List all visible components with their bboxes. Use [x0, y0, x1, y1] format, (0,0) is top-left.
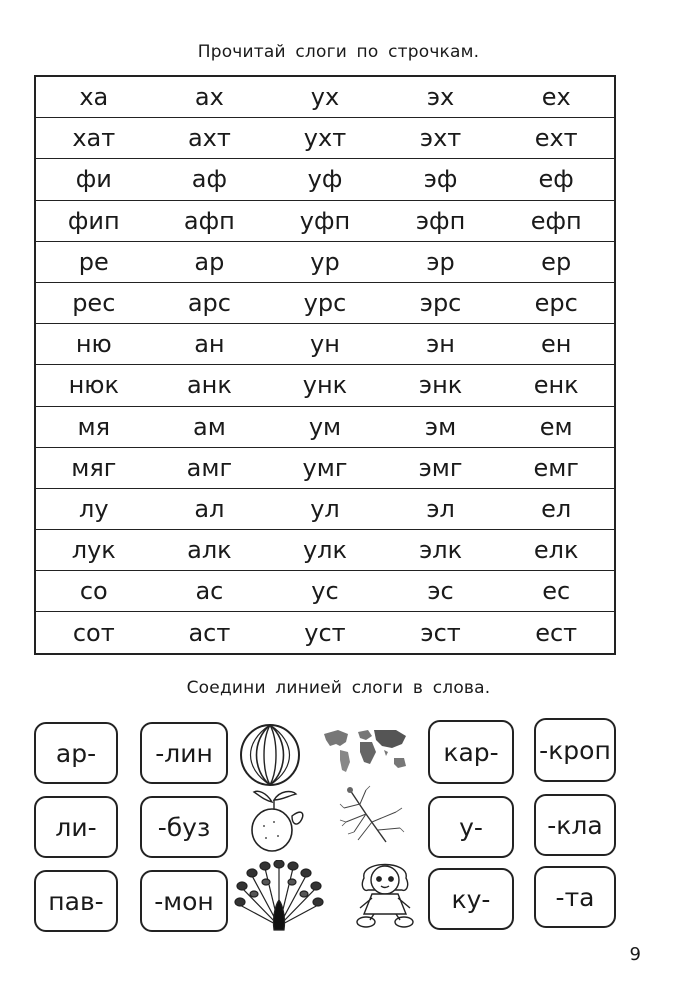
syllable-cell: урс: [267, 282, 383, 323]
watermelon-icon: [238, 722, 302, 788]
syllable-cell: хат: [35, 118, 152, 159]
syllable-row: [35, 571, 615, 612]
syllable-row: [35, 530, 615, 571]
syllable-card[interactable]: пав-: [34, 870, 118, 932]
syllable-cell: со: [35, 571, 152, 612]
syllable-cell: ух: [267, 76, 383, 118]
syllable-cell: ер: [498, 241, 615, 282]
syllable-cell: ах: [152, 76, 268, 118]
syllable-card[interactable]: -лин: [140, 722, 228, 784]
syllable-card[interactable]: -мон: [140, 870, 228, 932]
syllable-cell: ум: [267, 406, 383, 447]
syllable-cell: уфп: [267, 200, 383, 241]
syllable-cell: ха: [35, 76, 152, 118]
syllable-cell: ен: [498, 324, 615, 365]
syllable-cell: арс: [152, 282, 268, 323]
syllable-row: [35, 324, 615, 365]
syllable-row: [35, 241, 615, 282]
syllable-cell: ул: [267, 488, 383, 529]
syllable-cell: ел: [498, 488, 615, 529]
syllable-cell: эх: [383, 76, 499, 118]
syllable-row: [35, 612, 615, 654]
syllable-cell: энк: [383, 365, 499, 406]
syllable-cell: алк: [152, 530, 268, 571]
syllable-cell: эф: [383, 159, 499, 200]
syllable-cell: анк: [152, 365, 268, 406]
syllable-card[interactable]: -кроп: [534, 718, 616, 782]
syllable-cell: элк: [383, 530, 499, 571]
syllable-cell: ем: [498, 406, 615, 447]
syllable-cell: эхт: [383, 118, 499, 159]
instruction-read: Прочитай слоги по строчкам.: [197, 42, 480, 62]
syllable-cell: еф: [498, 159, 615, 200]
syllable-cell: ре: [35, 241, 152, 282]
syllable-cell: эн: [383, 324, 499, 365]
instruction-connect: Соедини линией слоги в слова.: [186, 678, 491, 698]
syllable-cell: афп: [152, 200, 268, 241]
syllable-cell: елк: [498, 530, 615, 571]
syllable-row: [35, 447, 615, 488]
syllable-card[interactable]: у-: [428, 796, 514, 858]
syllable-cell: нюк: [35, 365, 152, 406]
page-number: 9: [629, 944, 641, 965]
syllable-cell: сот: [35, 612, 152, 654]
syllable-cell: ас: [152, 571, 268, 612]
syllable-cell: эр: [383, 241, 499, 282]
syllable-cell: рес: [35, 282, 152, 323]
syllable-cell: эфп: [383, 200, 499, 241]
syllable-row: [35, 406, 615, 447]
syllable-cell: ефп: [498, 200, 615, 241]
doll-icon: [352, 852, 418, 932]
syllable-cell: енк: [498, 365, 615, 406]
syllable-cell: ун: [267, 324, 383, 365]
syllable-card[interactable]: ку-: [428, 868, 514, 930]
syllable-cell: лу: [35, 488, 152, 529]
syllable-cell: фип: [35, 200, 152, 241]
syllable-card[interactable]: ар-: [34, 722, 118, 784]
syllable-cell: ам: [152, 406, 268, 447]
syllable-card[interactable]: -та: [534, 866, 616, 928]
syllable-row: [35, 200, 615, 241]
syllable-cell: ес: [498, 571, 615, 612]
syllable-cell: ан: [152, 324, 268, 365]
syllable-cell: уф: [267, 159, 383, 200]
syllable-cell: амг: [152, 447, 268, 488]
syllable-cell: ест: [498, 612, 615, 654]
lemon-icon: [244, 786, 314, 856]
syllable-cell: ахт: [152, 118, 268, 159]
syllable-cell: ехт: [498, 118, 615, 159]
syllable-cell: лук: [35, 530, 152, 571]
syllable-cell: емг: [498, 447, 615, 488]
syllable-cell: умг: [267, 447, 383, 488]
syllable-cell: ех: [498, 76, 615, 118]
syllable-cell: аф: [152, 159, 268, 200]
syllable-row: [35, 365, 615, 406]
syllable-table: [34, 75, 616, 655]
syllable-card[interactable]: -кла: [534, 794, 616, 856]
syllable-cell: унк: [267, 365, 383, 406]
syllable-cell: мя: [35, 406, 152, 447]
syllable-row: [35, 159, 615, 200]
syllable-cell: ал: [152, 488, 268, 529]
syllable-cell: улк: [267, 530, 383, 571]
syllable-cell: эст: [383, 612, 499, 654]
syllable-cell: уст: [267, 612, 383, 654]
syllable-card[interactable]: кар-: [428, 720, 514, 784]
syllable-cell: ар: [152, 241, 268, 282]
syllable-cell: эс: [383, 571, 499, 612]
syllable-row: [35, 488, 615, 529]
peacock-icon: [234, 860, 324, 932]
dill-icon: [336, 784, 406, 846]
syllable-cell: эмг: [383, 447, 499, 488]
syllable-card[interactable]: -буз: [140, 796, 228, 858]
syllable-cell: ур: [267, 241, 383, 282]
syllable-row: [35, 118, 615, 159]
syllable-cell: эл: [383, 488, 499, 529]
syllable-cell: ус: [267, 571, 383, 612]
syllable-card[interactable]: ли-: [34, 796, 118, 858]
world-map-icon: [320, 724, 412, 776]
syllable-cell: ухт: [267, 118, 383, 159]
syllable-cell: эм: [383, 406, 499, 447]
syllable-cell: ню: [35, 324, 152, 365]
syllable-cell: мяг: [35, 447, 152, 488]
syllable-row: [35, 282, 615, 323]
syllable-cell: ерс: [498, 282, 615, 323]
syllable-cell: эрс: [383, 282, 499, 323]
syllable-cell: фи: [35, 159, 152, 200]
syllable-cell: аст: [152, 612, 268, 654]
syllable-row: [35, 76, 615, 118]
